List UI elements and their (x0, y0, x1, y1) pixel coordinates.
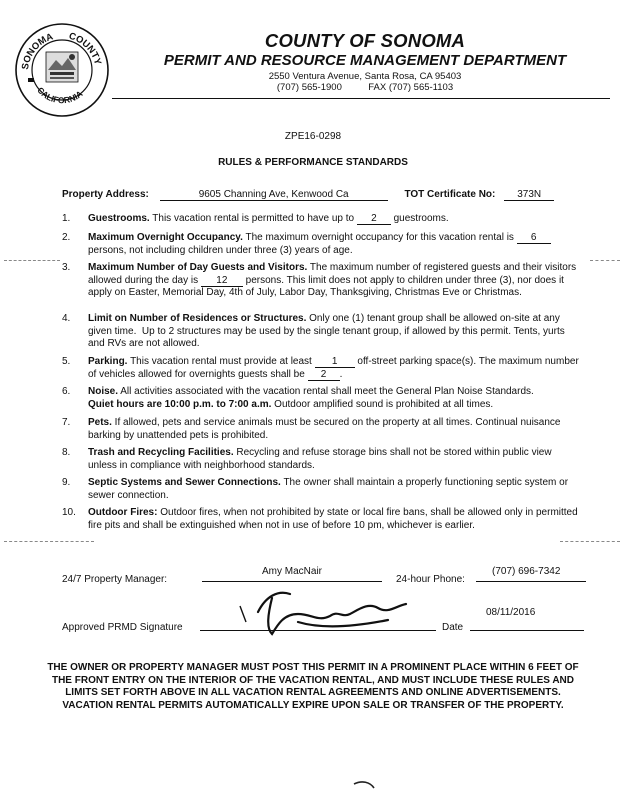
signature-line (200, 630, 436, 631)
permit-number: ZPE16-0298 (284, 131, 342, 142)
property-address-label: Property Address: (62, 189, 149, 200)
seal-top-text: SONOMA (20, 31, 55, 71)
rule-item: 5. Parking. This vacation rental must provide at least 1 off-street parking space(s). The maximum number of vehicles allowed for overnights guests shall be 2 . (62, 356, 582, 380)
posting-notice: THE OWNER OR PROPERTY MANAGER MUST POST THIS PERMIT IN A PROMINENT PLACE WITHIN 6 FEET OF THE FRONT ENTRY ON THE INTERIOR OF THE VACATION RENTAL, AND MUST INCLUDE THESE RULES AND LIMITS SET FORTH ABOVE IN ALL VACATION RENTAL AGREEMENTS AND ONLINE ADVERTISEMENTS. VACATION RENTAL PERMITS AUTOMATICALLY EXPIRE UPON SALE OR TRANSFER OF THE PROPERTY. (47, 662, 579, 711)
rule-title: Maximum Overnight Occupancy. (88, 232, 243, 243)
phone-line (476, 581, 586, 582)
scan-dash-mark (4, 260, 60, 261)
date-label: Date (442, 622, 464, 633)
rule-item: 3. Maximum Number of Day Guests and Visitors. The maximum number of registered guests and their visitors allowed during the day is 12 persons. This limit does not apply to children under three (3), nor does it apply on Easter, Memorial Day, 4th of July, Labor Day, Thanksgiving, Christmas Eve or Christmas. (62, 262, 579, 298)
property-row (62, 189, 622, 201)
scan-artifact-mark (350, 776, 390, 796)
tot-certificate-label: TOT Certificate No: (404, 189, 496, 200)
seal-bottom-text: CALIFORNIA (35, 85, 85, 106)
guestrooms-value: 2 (357, 213, 391, 225)
rule-title: Guestrooms. (88, 213, 150, 224)
scan-dash-mark (4, 541, 94, 542)
scan-dash-mark (590, 260, 620, 261)
rule-item: 6. Noise. All activities associated with the vacation rental shall meet the General Plan Noise Standards. Quiet hours are 10:00 p.m. to 7:00 a.m. Outdoor amplified sound is prohibited at all times. (62, 386, 534, 410)
rule-title: Pets. (88, 417, 112, 428)
rule-item: 8. Trash and Recycling Facilities. Recycling and refuse storage bins shall not be stored within public view unless in compliance with neighborhood standards. (62, 447, 555, 471)
rule-item: 2. Maximum Overnight Occupancy. The maximum overnight occupancy for this vacation rental is 6 persons, not including children under three (3) years of age. (62, 232, 554, 256)
date-value: 08/11/2016 (486, 607, 536, 618)
rule-title: Trash and Recycling Facilities. (88, 447, 234, 458)
property-address-value: 9605 Channing Ave, Kenwood Ca (160, 189, 388, 201)
date-line (470, 630, 584, 631)
svg-text:CALIFORNIA (35, 85, 84, 105)
header-rule (112, 98, 610, 99)
document-title: RULES & PERFORMANCE STANDARDS (218, 157, 408, 168)
rule-title: Noise. (88, 386, 119, 397)
tot-certificate-value: 373N (504, 189, 554, 201)
rule-item: 10. Outdoor Fires: Outdoor fires, when not prohibited by state or local fire bans, shall be allowed only in permitted fire pits and shall be extinguished when not in use of before 10 pm, whichever is earlier. (62, 507, 581, 531)
scan-dash-mark (560, 541, 620, 542)
department-address: 2550 Ventura Avenue, Santa Rosa, CA 95403 (268, 71, 462, 82)
rule-title: Parking. (88, 356, 128, 367)
rule-item: 7. Pets. If allowed, pets and service animals must be secured on the property at all times. Continual nuisance barking by unattended pets is prohibited. (62, 417, 564, 441)
phone-value: (707) 696-7342 (492, 566, 561, 577)
county-title: COUNTY OF SONOMA (264, 30, 466, 51)
rule-title: Outdoor Fires: (88, 507, 158, 518)
handwritten-signature (238, 584, 448, 644)
rule-item: 9. Septic Systems and Sewer Connections. The owner shall maintain a properly functioning septic system or sewer connection. (62, 477, 571, 501)
max-vehicles-value: 2 (308, 369, 340, 381)
phone-label: 24-hour Phone: (396, 574, 465, 585)
quiet-hours: Quiet hours are 10:00 p.m. to 7:00 a.m. (88, 398, 272, 410)
property-manager-label: 24/7 Property Manager: (62, 574, 168, 585)
max-occupancy-value: 6 (517, 232, 551, 244)
day-guests-value: 12 (201, 275, 243, 287)
parking-spaces-value: 1 (315, 356, 355, 368)
property-manager-line (202, 581, 382, 582)
rule-item: 4. Limit on Number of Residences or Structures. Only one (1) tenant group shall be allowed on-site at any given time. Up to 2 structures may be used by the single tenant group, if allowed by this permit. Tents, yurts and RVs are not allowed. (62, 313, 568, 349)
approved-signature-label: Approved PRMD Signature (62, 622, 183, 633)
rule-title: Maximum Number of Day Guests and Visitors. (88, 262, 308, 273)
property-manager-name: Amy MacNair (262, 566, 323, 577)
department-phone-fax: (707) 565-1900 FAX (707) 565-1103 (276, 82, 454, 93)
rule-title: Septic Systems and Sewer Connections. (88, 477, 281, 488)
rule-item: 1. Guestrooms. This vacation rental is permitted to have up to 2 guestrooms. (62, 213, 449, 224)
seal-top-text-2: COUNTY (67, 30, 104, 67)
rule-title: Limit on Number of Residences or Structures. (88, 313, 307, 324)
county-seal-logo (14, 22, 110, 118)
department-title: PERMIT AND RESOURCE MANAGEMENT DEPARTMENT (163, 52, 567, 69)
